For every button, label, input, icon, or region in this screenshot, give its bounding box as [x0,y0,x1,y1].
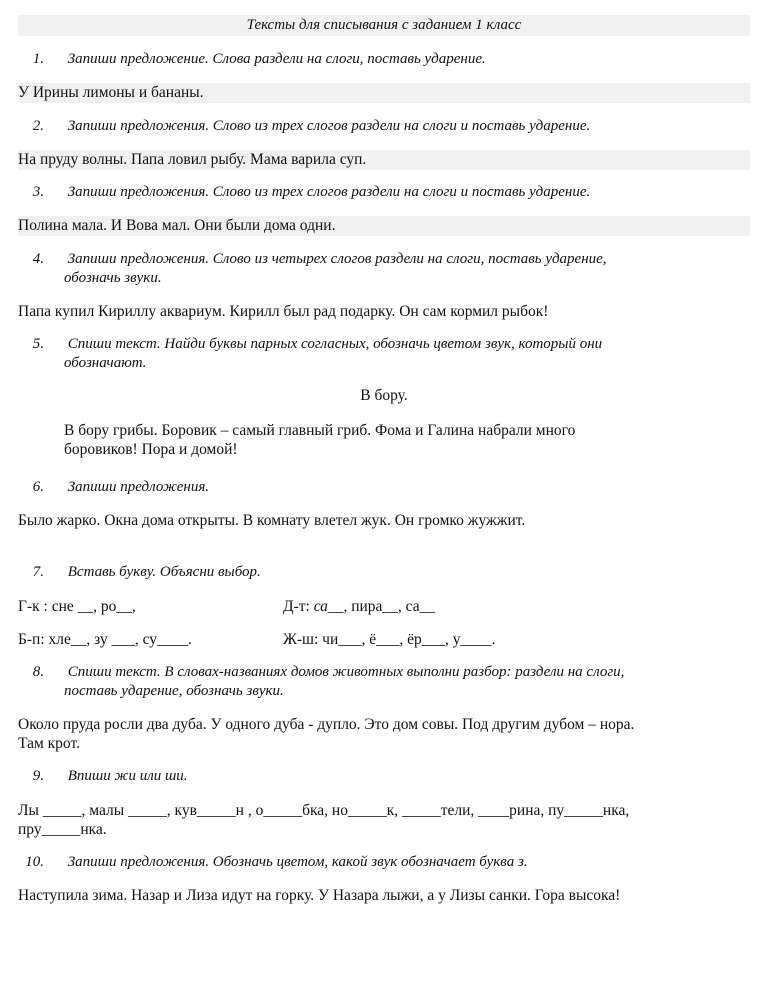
task-6 [20,478,209,497]
task-instruction: Запиши предложения. [67,479,210,495]
task-number: 2. [32,118,44,134]
text-4: Папа купил Кириллу аквариум. Кирилл был рад подарку. Он сам кормил рыбок! [18,303,549,320]
task-instruction: Запиши предложения. Обозначь цветом, какой звук обозначает буква з. [67,854,528,870]
task-4 [20,250,607,269]
task-5 [20,335,602,354]
task-10 [20,853,528,872]
task-instruction: Запиши предложения. Слово из трех слогов раздели на слоги и поставь ударение. [67,118,591,134]
task-number: 9. [32,768,44,784]
text-5-line-1: В бору грибы. Боровик – самый главный гриб. Фома и Галина набрали много [64,422,576,439]
task-1 [20,50,486,69]
task-number: 5. [32,336,44,352]
task-number: 8. [32,664,44,680]
task-number: 1. [32,51,44,67]
task-number: 6. [32,479,44,495]
text-3: Полина мала. И Вова мал. Они были дома одни. [18,216,750,236]
task-number: 3. [32,184,44,200]
task-instruction-cont: поставь ударение, обозначь звуки. [64,683,284,699]
task-number: 4. [32,251,44,267]
exercise-row-1-right [283,597,435,617]
text-8-line-1: Около пруда росли два дуба. У одного дуба - дупло. Это дом совы. Под другим дубом – нора. [18,716,635,733]
text-1: У Ирины лимоны и бананы. [18,83,750,103]
task-number: 7. [32,564,44,580]
task-instruction: Запиши предложения. Слово из трех слогов раздели на слоги и поставь ударение. [67,184,591,200]
task-instruction-cont: обозначь звуки. [64,270,162,286]
text-6: Было жарко. Окна дома открыты. В комнату влетел жук. Он громко жужжит. [18,512,526,529]
text-9-line-2: пру_____нка. [18,821,107,838]
exercise-blanks: __, пира__, са__ [327,598,436,615]
task-instruction: Спиши текст. Найди буквы парных согласных, обозначь цветом звук, который они [67,336,603,352]
text-5-heading: В бору. [360,387,408,404]
task-2 [20,117,590,136]
task-9 [20,767,188,786]
task-instruction: Вставь букву. Объясни выбор. [67,564,261,580]
task-instruction-cont: обозначают. [64,355,147,371]
task-3 [20,183,590,202]
exercise-row-1-left: Г-к : сне __, ро__, [18,598,136,615]
text-10: Наступила зима. Назар и Лиза идут на горку. У Назара лыжи, а у Лизы санки. Гора высока! [18,887,621,904]
exercise-italic: са [313,598,328,615]
text-8-line-2: Там крот. [18,735,80,752]
task-instruction: Спиши текст. В словах-названиях домов животных выполни разбор: раздели на слоги, [67,664,625,680]
text-5-line-2: боровиков! Пора и домой! [64,441,238,458]
exercise-label: Д-т: [283,598,314,615]
task-instruction: Запиши предложения. Слово из четырех слогов раздели на слоги, поставь ударение, [67,251,607,267]
exercise-row-2-left: Б-п: хле__, зу ___, су____. [18,631,192,648]
task-7 [20,563,261,582]
exercise-row-2-right: Ж-ш: чи___, ё___, ёр___, у____. [283,631,496,648]
page-title: Тексты для списывания с заданием 1 класс [18,15,750,36]
task-number: 10. [25,854,44,870]
task-instruction: Запиши предложение. Слова раздели на слоги, поставь ударение. [67,51,486,67]
text-9-line-1: Лы _____, малы _____, кув_____н , о_____бка, но_____к, _____тели, ____рина, пу_____нка, [18,802,630,819]
task-8 [20,663,624,682]
task-instruction: Впиши жи или ши. [67,768,188,784]
text-2: На пруду волны. Папа ловил рыбу. Мама варила суп. [18,150,750,170]
